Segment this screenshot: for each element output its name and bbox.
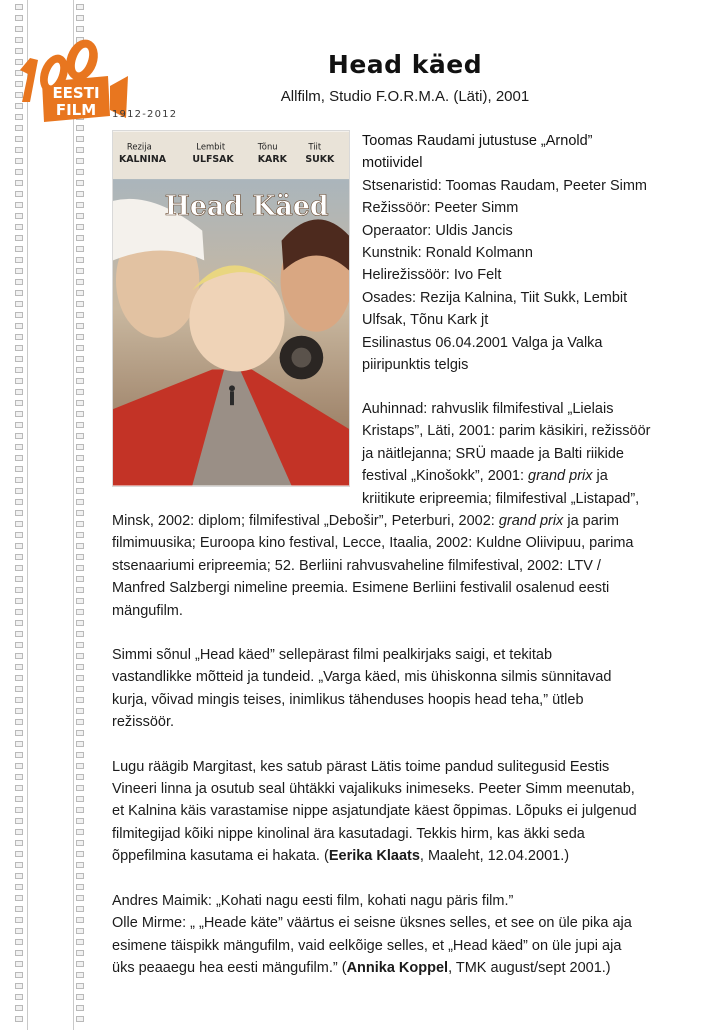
film-perforation — [76, 884, 84, 890]
film-perforation — [76, 994, 84, 1000]
film-perforation — [76, 686, 84, 692]
film-strip — [0, 0, 86, 1030]
film-perforation — [76, 400, 84, 406]
film-perforation — [15, 477, 23, 483]
poster-actor-3-last: KARK — [257, 154, 287, 166]
film-perforation — [76, 136, 84, 142]
film-perforation — [15, 587, 23, 593]
poster-actor-1-first: Rezija — [126, 141, 152, 152]
film-perforation — [15, 202, 23, 208]
film-perforation — [76, 983, 84, 989]
film-perforation — [15, 554, 23, 560]
story-line: Vineeri linna ja osutub seal ühtäkki vajalikuks inimeseks. Peeter Simm meenutab, — [112, 781, 635, 798]
film-perforation — [76, 235, 84, 241]
logo-years: 1912-2012 — [112, 109, 178, 120]
film-perforation — [15, 807, 23, 813]
film-perforation — [76, 169, 84, 175]
credit-line: Helirežissöör: Ivo Felt — [362, 267, 502, 284]
film-perforation — [76, 455, 84, 461]
awards-line: Auhinnad: rahvuslik filmifestival „Lielais — [362, 401, 614, 417]
film-perforation — [76, 213, 84, 219]
film-perforation — [15, 796, 23, 802]
film-perforation — [76, 510, 84, 516]
film-perforation — [76, 675, 84, 681]
credit-line: Ulfsak, Tõnu Kark jt — [362, 312, 489, 329]
film-perforation — [15, 15, 23, 21]
film-perforation — [15, 994, 23, 1000]
film-perforation — [15, 532, 23, 538]
poster-actor-2-last: ULFSAK — [192, 154, 234, 166]
film-perforation — [76, 246, 84, 252]
film-perforation — [15, 356, 23, 362]
film-perforation — [76, 587, 84, 593]
film-perforation — [76, 15, 84, 21]
film-perforation — [15, 411, 23, 417]
film-perforation — [76, 653, 84, 659]
film-perforation — [15, 664, 23, 670]
film-perforation — [76, 862, 84, 868]
film-perforation — [76, 323, 84, 329]
film-perforation — [76, 972, 84, 978]
logo-line2: FILM — [55, 101, 97, 119]
awards-line: ja näitlejanna; SRÜ maade ja Balti riikide — [362, 445, 624, 462]
film-perforation — [76, 367, 84, 373]
review-line — [112, 957, 712, 979]
film-perforation — [15, 290, 23, 296]
film-perforation — [15, 367, 23, 373]
awards-line — [362, 465, 712, 487]
film-perforation — [15, 829, 23, 835]
film-perforation — [76, 224, 84, 230]
review-text: üks peaaegu hea eesti mängufilm.” ( — [112, 959, 347, 976]
story-author: Eerika Klaats — [328, 848, 420, 865]
film-perforation — [15, 268, 23, 274]
awards-line — [112, 510, 712, 532]
poster-actor-4-first: Tiit — [308, 141, 322, 152]
poster-actor-1-last: KALNINA — [118, 154, 167, 166]
film-perforation — [15, 246, 23, 252]
story-text: , Maaleht, 12.04.2001.) — [419, 848, 570, 865]
film-perforation — [15, 565, 23, 571]
film-perforation — [15, 312, 23, 318]
awards-line: kriitikute eripreemia; filmifestival „Listapad”, — [362, 490, 640, 507]
film-perforation — [15, 840, 23, 846]
film-perforation — [76, 202, 84, 208]
film-perforation — [15, 235, 23, 241]
quote-line: kurja, võivad mingis teises, inimlikus tähenduses hoopis head teha,” ütleb — [112, 691, 584, 708]
film-perforation — [76, 433, 84, 439]
film-perforation — [76, 147, 84, 153]
film-perforation — [15, 906, 23, 912]
film-perforation — [15, 136, 23, 142]
film-perforation — [15, 983, 23, 989]
film-perforation — [76, 279, 84, 285]
film-perforation — [15, 917, 23, 923]
awards-text: ja — [592, 468, 608, 485]
film-poster — [112, 130, 350, 487]
film-perforation — [15, 444, 23, 450]
film-perforation — [76, 895, 84, 901]
film-perforation — [15, 774, 23, 780]
credit-line: Osades: Rezija Kalnina, Tiit Sukk, Lembit — [362, 289, 628, 306]
film-perforation — [76, 543, 84, 549]
film-perforation — [76, 851, 84, 857]
film-perforation — [76, 4, 84, 10]
film-perforation — [15, 400, 23, 406]
film-perforation — [76, 840, 84, 846]
film-perforation — [15, 521, 23, 527]
film-perforation — [15, 895, 23, 901]
film-perforation — [76, 774, 84, 780]
film-perforation — [15, 334, 23, 340]
film-perforation — [15, 180, 23, 186]
film-perforation — [76, 389, 84, 395]
film-strip-holes-left — [15, 0, 24, 1030]
film-perforation — [76, 191, 84, 197]
film-perforation — [76, 488, 84, 494]
film-perforation — [76, 730, 84, 736]
film-perforation — [15, 345, 23, 351]
film-perforation — [76, 1016, 84, 1022]
film-perforation — [15, 598, 23, 604]
film-perforation — [76, 752, 84, 758]
film-perforation — [15, 279, 23, 285]
film-perforation — [76, 378, 84, 384]
story-line: filmitegijad kõiki nippe kinolinal ära kasutadagi. Tekkis hirm, kas äkki seda — [112, 825, 585, 842]
film-perforation — [76, 257, 84, 263]
film-perforation — [15, 147, 23, 153]
film-perforation — [76, 719, 84, 725]
film-perforation — [15, 576, 23, 582]
source-line-2: motiividel — [362, 155, 423, 172]
source-line-1: Toomas Raudami jutustuse „Arnold” — [362, 133, 593, 149]
film-perforation — [76, 631, 84, 637]
film-perforation — [15, 972, 23, 978]
film-perforation — [76, 301, 84, 307]
film-perforation — [76, 158, 84, 164]
film-perforation — [15, 763, 23, 769]
film-perforation — [15, 323, 23, 329]
film-perforation — [76, 939, 84, 945]
film-perforation — [76, 741, 84, 747]
film-perforation — [15, 378, 23, 384]
film-perforation — [15, 741, 23, 747]
film-perforation — [15, 631, 23, 637]
film-perforation — [76, 466, 84, 472]
film-perforation — [15, 686, 23, 692]
credit-line: Operaator: Uldis Jancis — [362, 222, 513, 239]
review-author: Annika Koppel — [346, 959, 449, 976]
film-perforation — [76, 785, 84, 791]
film-perforation — [15, 191, 23, 197]
film-perforation — [15, 433, 23, 439]
film-perforation — [76, 290, 84, 296]
awards-text: Minsk, 2002: diplom; filmifestival „Debošir”, Peterburi, 2002: — [112, 513, 499, 529]
story-line: et Kalnina käis varastamise nippe asjatundjate käest õppimas. Lõpuks ei julgenud — [112, 803, 637, 820]
film-perforation — [15, 158, 23, 164]
film-perforation — [15, 939, 23, 945]
film-perforation — [76, 961, 84, 967]
film-perforation — [15, 862, 23, 868]
awards-line: Kristaps”, Läti, 2001: parim käsikiri, režissöör — [362, 423, 651, 440]
film-perforation — [76, 521, 84, 527]
film-perforation — [15, 224, 23, 230]
film-perforation — [15, 466, 23, 472]
film-perforation — [15, 510, 23, 516]
film-perforation — [76, 763, 84, 769]
film-perforation — [76, 554, 84, 560]
poster-title: Head Käed — [164, 190, 329, 222]
awards-text: festival „Kinošokk”, 2001: — [362, 468, 529, 485]
film-perforation — [76, 499, 84, 505]
film-perforation — [15, 708, 23, 714]
story-text: õppefilmina kasutama ei hakata. ( — [112, 848, 329, 865]
film-perforation — [76, 532, 84, 538]
film-perforation — [15, 609, 23, 615]
film-perforation — [76, 642, 84, 648]
film-perforation — [76, 829, 84, 835]
film-perforation — [76, 598, 84, 604]
film-perforation — [76, 796, 84, 802]
poster-actor-4-last: SUKK — [305, 154, 335, 166]
review-line: Olle Mirme: „ „Heade käte” väärtus ei seisne üksnes selles, et see on üle pika aja — [112, 915, 632, 932]
film-perforation — [76, 576, 84, 582]
awards-line: Manfred Salzbergi nimeline preemia. Esimene Berliini festivalil osalenud eesti — [112, 580, 610, 597]
film-perforation — [15, 257, 23, 263]
film-perforation — [76, 268, 84, 274]
film-perforation — [15, 752, 23, 758]
film-perforation — [15, 785, 23, 791]
film-perforation — [76, 444, 84, 450]
film-perforation — [15, 884, 23, 890]
credit-line: Kunstnik: Ronald Kolmann — [362, 245, 533, 262]
poster-actor-2-first: Lembit — [196, 141, 226, 152]
film-perforation — [76, 411, 84, 417]
film-perforation — [15, 1005, 23, 1011]
awards-text: ja parim — [563, 513, 619, 529]
page-title: Head käed — [327, 50, 483, 79]
quote-line: režissöör. — [112, 714, 175, 731]
film-strip-edge-left — [27, 0, 28, 1030]
film-perforation — [15, 488, 23, 494]
awards-emphasis: grand prix — [498, 513, 564, 529]
film-perforation — [15, 730, 23, 736]
credit-line: Režissöör: Peeter Simm — [362, 200, 519, 217]
film-perforation — [76, 917, 84, 923]
film-perforation — [76, 928, 84, 934]
story-line — [112, 845, 712, 867]
credit-line: piiripunktis telgis — [362, 357, 469, 374]
film-perforation — [76, 620, 84, 626]
film-perforation — [76, 312, 84, 318]
awards-block-top — [362, 398, 712, 510]
film-perforation — [15, 620, 23, 626]
film-perforation — [76, 807, 84, 813]
film-strip-edge-right — [73, 0, 74, 1030]
film-perforation — [76, 334, 84, 340]
film-perforation — [76, 565, 84, 571]
film-perforation — [15, 642, 23, 648]
film-perforation — [15, 851, 23, 857]
film-perforation — [76, 906, 84, 912]
film-perforation — [76, 356, 84, 362]
film-perforation — [76, 697, 84, 703]
logo-line1: EESTI — [52, 84, 100, 102]
awards-line: stsenaariumi eripreemia; 52. Berliini rahvusvaheline filmifestival, 2002: LTV / — [112, 557, 601, 574]
film-perforation — [15, 301, 23, 307]
film-perforation — [15, 4, 23, 10]
film-perforation — [15, 818, 23, 824]
film-studio-year: Allfilm, Studio F.O.R.M.A. (Läti), 2001 — [280, 88, 530, 105]
film-perforation — [76, 1005, 84, 1011]
review-line: Andres Maimik: „Kohati nagu eesti film, kohati nagu päris film.” — [112, 892, 514, 909]
film-perforation — [76, 345, 84, 351]
film-perforation — [15, 928, 23, 934]
film-perforation — [15, 1016, 23, 1022]
film-perforation — [15, 422, 23, 428]
credits-block — [362, 130, 712, 376]
film-perforation — [76, 180, 84, 186]
film-perforation — [15, 389, 23, 395]
film-perforation — [15, 719, 23, 725]
film-perforation — [15, 543, 23, 549]
quote-line: Simmi sõnul „Head käed” sellepärast filmi pealkirjaks saigi, et tekitab — [112, 647, 553, 664]
film-perforation — [15, 675, 23, 681]
awards-emphasis: grand prix — [528, 468, 593, 485]
review-text: , TMK august/sept 2001.) — [448, 959, 611, 976]
film-perforation — [15, 697, 23, 703]
film-perforation — [76, 477, 84, 483]
film-perforation — [15, 961, 23, 967]
film-perforation — [15, 169, 23, 175]
film-perforation — [15, 213, 23, 219]
film-perforation — [15, 455, 23, 461]
film-perforation — [76, 664, 84, 670]
film-perforation — [15, 873, 23, 879]
story-line: Lugu räägib Margitast, kes satub pärast Lätis toime pandud sulitegusid Eestis — [112, 758, 610, 775]
awards-line: mängufilm. — [112, 602, 183, 619]
credit-line: Stsenaristid: Toomas Raudam, Peeter Simm — [362, 177, 648, 194]
film-perforation — [76, 818, 84, 824]
film-perforation — [76, 422, 84, 428]
review-line: esimene täispikk mängufilm, vaid eelkõige selles, et „Head käed” on üle jupi aja — [112, 937, 622, 954]
film-perforation — [15, 653, 23, 659]
film-perforation — [76, 873, 84, 879]
body-text — [112, 510, 712, 979]
film-perforation — [76, 950, 84, 956]
film-strip-holes-right — [76, 0, 85, 1030]
awards-line: filmimuusika; Euroopa kino festival, Lecce, Itaalia, 2002: Kuldne Oliivipuu, parima — [112, 535, 634, 552]
film-perforation — [76, 708, 84, 714]
credit-line: Esilinastus 06.04.2001 Valga ja Valka — [362, 334, 603, 351]
quote-line: vastandlikke mõtteid ja tundeid. „Varga käed, mis ühiskonna silmis sünnitavad — [112, 669, 612, 686]
poster-actor-3-first: Tõnu — [257, 141, 278, 152]
film-perforation — [15, 950, 23, 956]
film-perforation — [76, 609, 84, 615]
film-perforation — [15, 499, 23, 505]
